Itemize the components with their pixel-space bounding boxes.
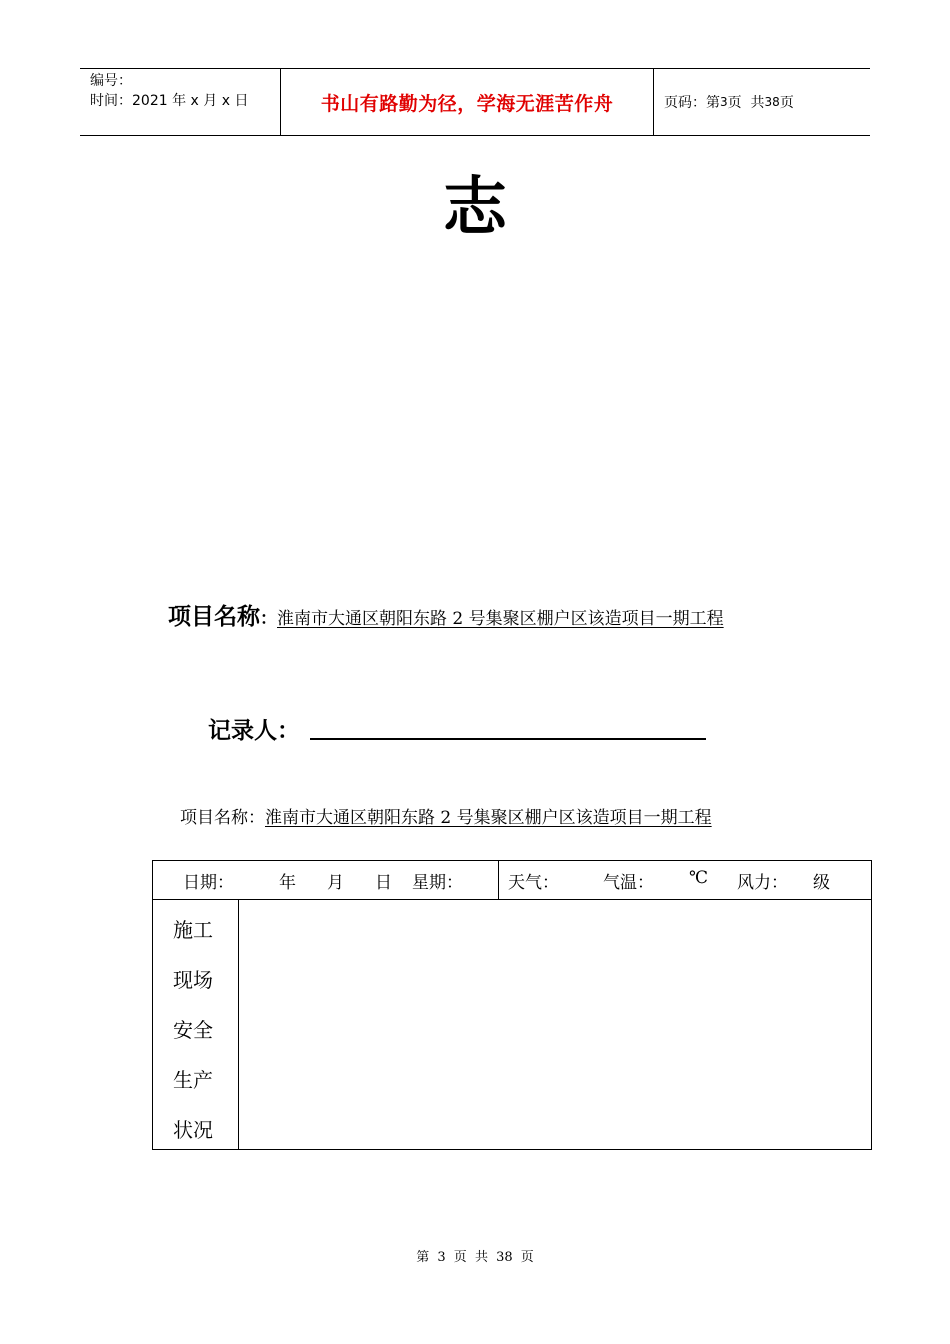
document-title: 志: [443, 170, 507, 245]
project-colon: ：: [260, 609, 277, 629]
project-line: [168, 598, 724, 631]
header-motto: 书山有路勤为径，学海无涯苦作舟: [281, 69, 654, 135]
weekday-label[interactable]: 星期：: [412, 873, 463, 893]
safety-status-content[interactable]: [240, 900, 871, 1149]
daily-log-table: [152, 860, 872, 1150]
recorder-label: 记录人：: [208, 718, 300, 744]
safety-status-label: [153, 900, 239, 1149]
recorder-line: [208, 712, 300, 745]
time-label: 时间：2021 年 x 月 x 日: [90, 93, 249, 109]
date-label: 日期：: [183, 873, 234, 893]
footer-page: 3: [437, 1250, 446, 1265]
section-label-line: 状况: [173, 1118, 213, 1142]
section-label-line: 生产: [173, 1068, 213, 1092]
weather-label[interactable]: 天气：: [508, 873, 559, 893]
project-label: 项目名称: [168, 604, 260, 630]
footer-total: 38: [496, 1250, 513, 1265]
section-label-line: 施工: [173, 918, 213, 942]
page-current: 3: [720, 95, 728, 109]
footer-total-unit: 页: [520, 1250, 534, 1265]
page-footer: [0, 1246, 950, 1265]
temperature-unit: ℃: [689, 868, 709, 888]
document-header: [80, 68, 870, 136]
wind-label[interactable]: 风力：: [737, 873, 788, 893]
page-label: 页码：第: [664, 95, 720, 111]
header-page-info: [654, 69, 870, 135]
project-line-small: [180, 803, 712, 828]
footer-total-label: 共: [474, 1250, 488, 1265]
footer-prefix: 第: [416, 1250, 430, 1265]
section-label-line: 现场: [173, 968, 213, 992]
project-small-name: 淮南市大通区朝阳东路 2 号集聚区棚户区该造项目一期工程: [265, 808, 712, 828]
recorder-blank[interactable]: [310, 738, 706, 740]
wind-unit: 级: [813, 873, 830, 893]
footer-page-unit: 页: [453, 1250, 467, 1265]
project-name: 淮南市大通区朝阳东路 2 号集聚区棚户区该造项目一期工程: [277, 609, 724, 629]
number-label: 编号：: [90, 73, 132, 89]
header-divider: [498, 861, 499, 899]
page-mid: 页 共: [727, 95, 765, 111]
temperature-label[interactable]: 气温：: [603, 873, 654, 893]
page-total: 38: [764, 95, 780, 109]
page-end: 页: [779, 95, 794, 111]
section-label-line: 安全: [173, 1018, 213, 1042]
year-label[interactable]: 年: [279, 873, 296, 893]
day-label[interactable]: 日: [375, 873, 392, 893]
header-meta: [80, 69, 281, 135]
month-label[interactable]: 月: [327, 873, 344, 893]
project-small-label: 项目名称：: [180, 808, 265, 828]
log-header-row: [153, 861, 871, 900]
